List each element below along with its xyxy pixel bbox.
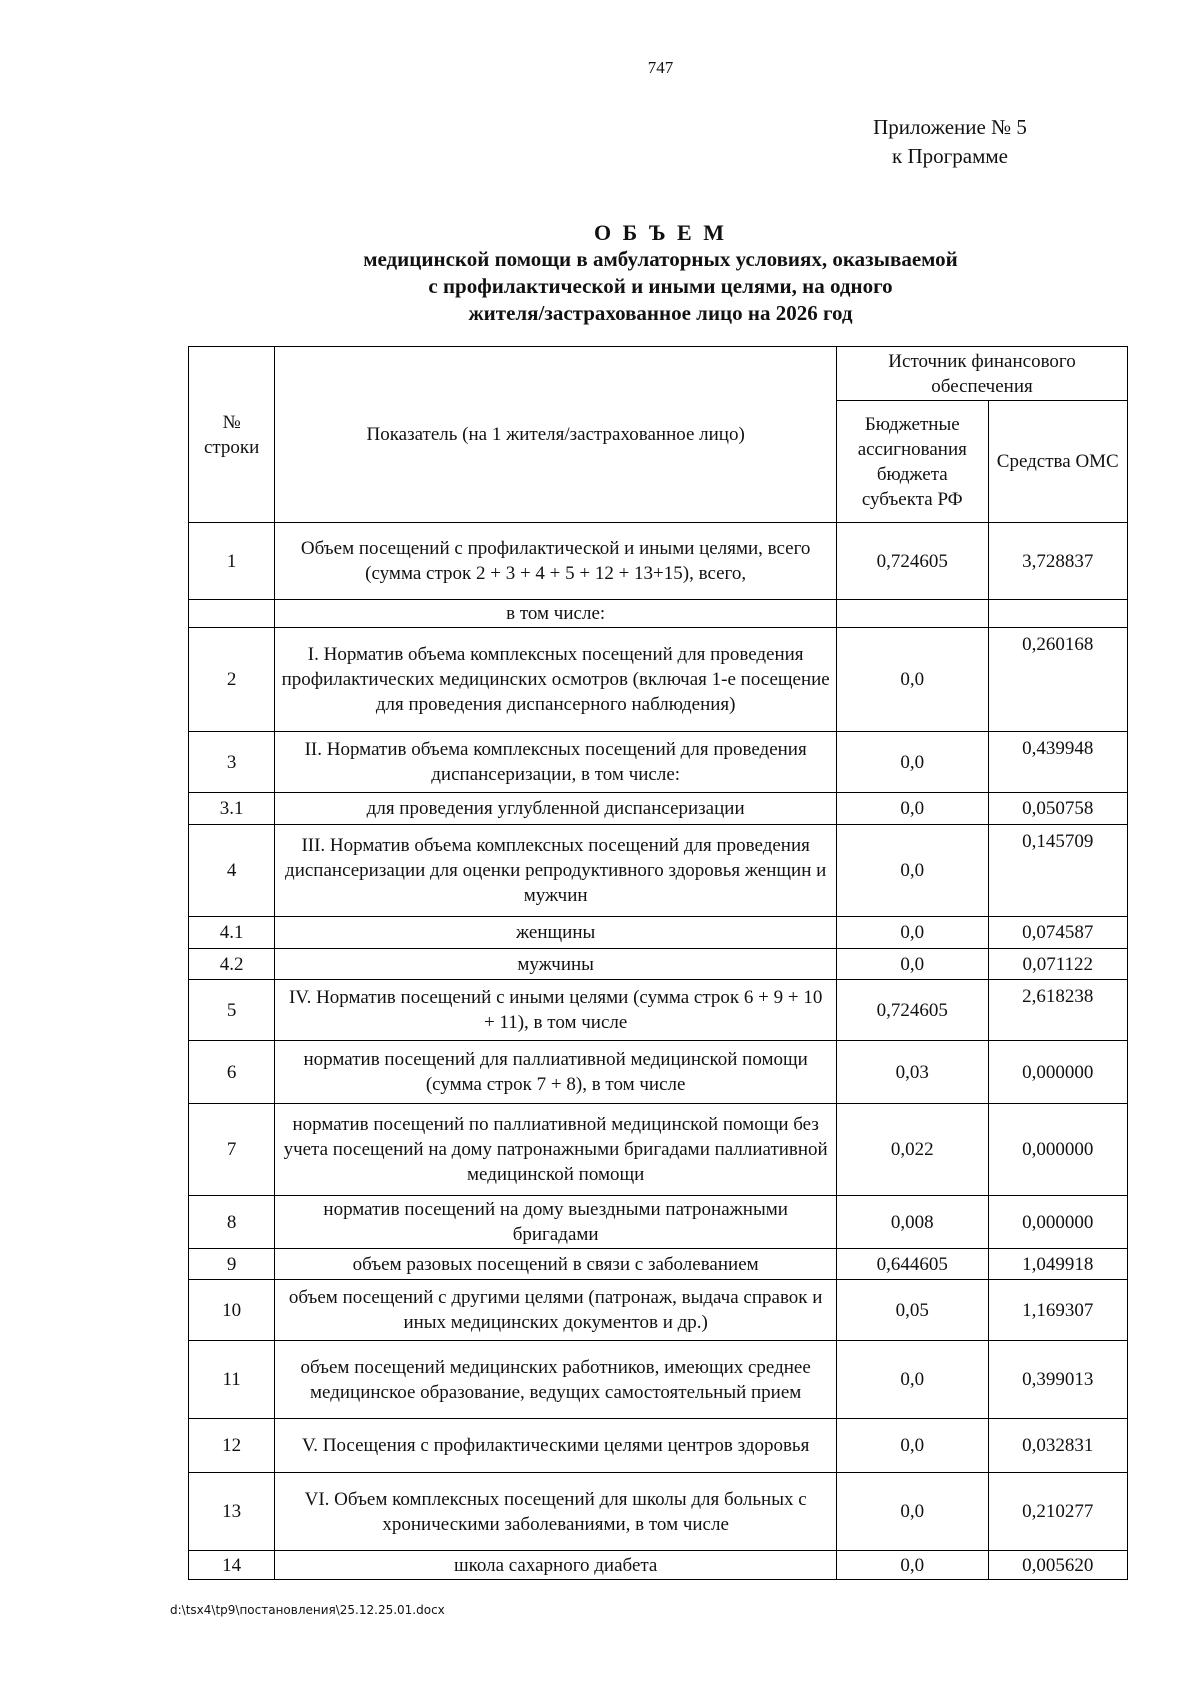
row-indicator: III. Норматив объема комплексных посещений для проведения диспансеризации для оценки репродуктивного здоровья женщин и мужчин (275, 825, 837, 917)
appendix-note (850, 113, 1050, 171)
header-indicator: Показатель (на 1 жителя/застрахованное лицо) (275, 347, 837, 523)
row-oms: 0,032831 (988, 1419, 1127, 1473)
row-indicator: II. Норматив объема комплексных посещений для проведения диспансеризации, в том числе: (275, 732, 837, 793)
row-budget: 0,724605 (837, 980, 988, 1041)
row-budget: 0,0 (837, 1473, 988, 1551)
row-budget: 0,008 (837, 1196, 988, 1249)
row-oms (988, 600, 1127, 628)
row-number: 4.1 (189, 917, 275, 949)
row-budget: 0,0 (837, 917, 988, 949)
row-indicator: объем посещений с другими целями (патронаж, выдача справок и иных медицинских документов и др.) (275, 1280, 837, 1341)
row-budget: 0,0 (837, 949, 988, 980)
table-row (189, 1419, 1128, 1473)
row-number: 11 (189, 1341, 275, 1419)
row-indicator: VI. Объем комплексных посещений для школы для больных с хроническими заболеваниями, в том числе (275, 1473, 837, 1551)
table-row (189, 917, 1128, 949)
row-budget: 0,724605 (837, 523, 988, 600)
title-main: О Б Ъ Е М (594, 220, 727, 245)
row-number: 8 (189, 1196, 275, 1249)
row-budget: 0,0 (837, 1419, 988, 1473)
row-indicator: I. Норматив объема комплексных посещений для проведения профилактических медицинских осмотров (включая 1-е посещение для проведения диспансерного наблюдения) (275, 628, 837, 732)
row-oms: 0,439948 (988, 732, 1127, 793)
row-budget: 0,0 (837, 1551, 988, 1580)
table-row (189, 1104, 1128, 1196)
table-row (189, 523, 1128, 600)
row-oms: 2,618238 (988, 980, 1127, 1041)
row-oms: 0,050758 (988, 793, 1127, 825)
file-path-footer: d:\tsx4\tp9\постановления\25.12.25.01.docx (170, 1603, 445, 1617)
document-title (0, 219, 1200, 327)
row-indicator: объем посещений медицинских работников, имеющих среднее медицинское образование, ведущих самостоятельный прием (275, 1341, 837, 1419)
row-number: 9 (189, 1249, 275, 1280)
row-oms: 3,728837 (988, 523, 1127, 600)
row-indicator: Объем посещений с профилактической и иными целями, всего (сумма строк 2 + 3 + 4 + 5 + 12 + 13+15), всего, (275, 523, 837, 600)
table-row (189, 793, 1128, 825)
table-row (189, 1341, 1128, 1419)
row-number: 7 (189, 1104, 275, 1196)
row-oms: 0,260168 (988, 628, 1127, 732)
row-number: 6 (189, 1041, 275, 1104)
row-budget: 0,0 (837, 825, 988, 917)
title-line-2: с профилактической и иными целями, на одного (428, 274, 893, 298)
row-budget: 0,0 (837, 793, 988, 825)
row-oms: 0,071122 (988, 949, 1127, 980)
header-budget: Бюджетные ассигнования бюджета субъекта РФ (837, 401, 988, 523)
row-indicator: женщины (275, 917, 837, 949)
table-row (189, 1551, 1128, 1580)
row-oms: 0,005620 (988, 1551, 1127, 1580)
row-number: 1 (189, 523, 275, 600)
row-indicator: норматив посещений для паллиативной медицинской помощи (сумма строк 7 + 8), в том числе (275, 1041, 837, 1104)
row-oms: 0,000000 (988, 1104, 1127, 1196)
row-budget: 0,03 (837, 1041, 988, 1104)
row-oms: 1,169307 (988, 1280, 1127, 1341)
row-number: 3 (189, 732, 275, 793)
table-row (189, 1249, 1128, 1280)
row-oms: 0,000000 (988, 1041, 1127, 1104)
row-budget: 0,0 (837, 628, 988, 732)
row-number: 5 (189, 980, 275, 1041)
row-indicator: мужчины (275, 949, 837, 980)
table-row (189, 980, 1128, 1041)
row-indicator: школа сахарного диабета (275, 1551, 837, 1580)
row-indicator: для проведения углубленной диспансеризации (275, 793, 837, 825)
page-number: 747 (647, 58, 674, 77)
table-row (189, 1196, 1128, 1249)
row-number: 4 (189, 825, 275, 917)
row-budget: 0,0 (837, 732, 988, 793)
row-indicator: норматив посещений по паллиативной медицинской помощи без учета посещений на дому патронажными бригадами паллиативной медицинской помощи (275, 1104, 837, 1196)
row-number: 14 (189, 1551, 275, 1580)
row-indicator: объем разовых посещений в связи с заболеванием (275, 1249, 837, 1280)
title-line-3: жителя/застрахованное лицо на 2026 год (468, 301, 853, 325)
row-indicator: IV. Норматив посещений с иными целями (сумма строк 6 + 9 + 10 + 11), в том числе (275, 980, 837, 1041)
table-row (189, 732, 1128, 793)
header-row-num: № строки (189, 347, 275, 523)
row-number: 10 (189, 1280, 275, 1341)
table-row (189, 1473, 1128, 1551)
appendix-line-1: Приложение № 5 (873, 115, 1027, 139)
table-row (189, 628, 1128, 732)
row-budget: 0,0 (837, 1341, 988, 1419)
row-indicator: в том числе: (275, 600, 837, 628)
table-row (189, 1280, 1128, 1341)
row-number: 4.2 (189, 949, 275, 980)
row-budget (837, 600, 988, 628)
row-indicator: норматив посещений на дому выездными патронажными бригадами (275, 1196, 837, 1249)
row-number: 12 (189, 1419, 275, 1473)
row-oms: 0,399013 (988, 1341, 1127, 1419)
row-number: 3.1 (189, 793, 275, 825)
row-number: 13 (189, 1473, 275, 1551)
row-oms: 1,049918 (988, 1249, 1127, 1280)
row-budget: 0,644605 (837, 1249, 988, 1280)
header-oms: Средства ОМС (988, 401, 1127, 523)
row-oms: 0,000000 (988, 1196, 1127, 1249)
header-source: Источник финансового обеспечения (837, 347, 1128, 401)
row-oms: 0,210277 (988, 1473, 1127, 1551)
row-oms: 0,074587 (988, 917, 1127, 949)
row-oms: 0,145709 (988, 825, 1127, 917)
row-indicator: V. Посещения с профилактическими целями центров здоровья (275, 1419, 837, 1473)
table-row (189, 825, 1128, 917)
row-budget: 0,022 (837, 1104, 988, 1196)
title-line-1: медицинской помощи в амбулаторных условиях, оказываемой (363, 247, 958, 271)
row-number: 2 (189, 628, 275, 732)
row-number (189, 600, 275, 628)
volume-table (188, 346, 1128, 1580)
table-row (189, 600, 1128, 628)
table-row (189, 949, 1128, 980)
table-row (189, 1041, 1128, 1104)
appendix-line-2: к Программе (892, 144, 1008, 168)
row-budget: 0,05 (837, 1280, 988, 1341)
